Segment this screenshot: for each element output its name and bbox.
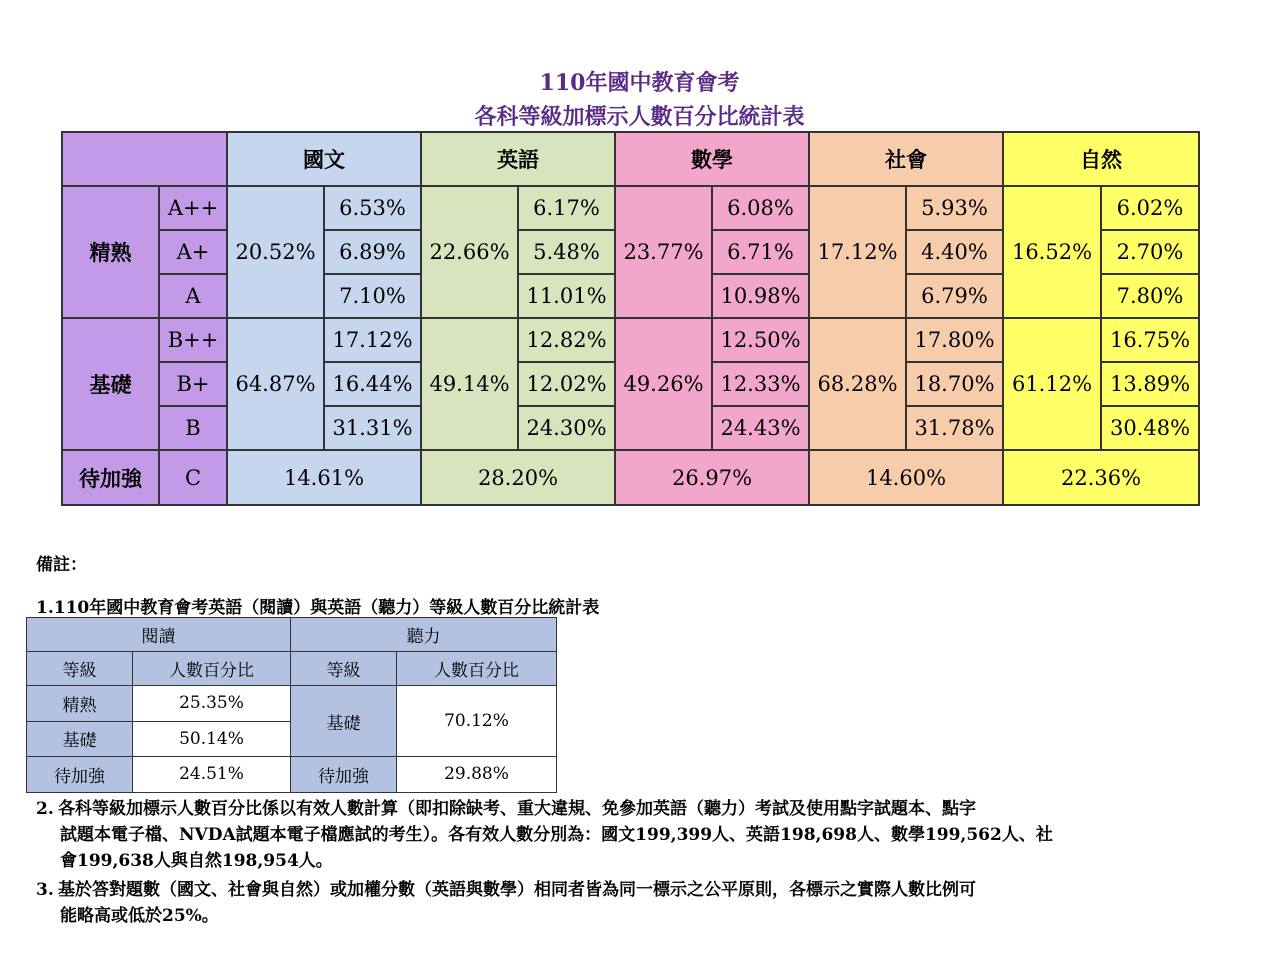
note-3-line-1: 基於答對題數（國文、社會與自然）或加權分數（英語與數學）相同者皆為同一標示之公平原則，各標示之實際人數比例可 xyxy=(58,880,976,900)
note-3 xyxy=(36,877,1236,929)
note-3-line-2: 能略高或低於25%。 xyxy=(60,906,219,926)
social-basic: 68.28% xyxy=(809,318,906,450)
reading-basic-label: 基礎 xyxy=(27,721,133,756)
math-proficient: 23.77% xyxy=(615,186,712,318)
note-2-line-1: 各科等級加標示人數百分比係以有效人數計算（即扣除缺考、重大違規、免參加英語（聽力）考試及使用點字試題本、點字 xyxy=(58,799,976,819)
science-ap: 2.70% xyxy=(1101,230,1199,274)
social-a: 6.79% xyxy=(906,274,1003,318)
corner-cell xyxy=(62,132,227,186)
chinese-bp: 16.44% xyxy=(324,362,421,406)
chinese-b: 31.31% xyxy=(324,406,421,450)
note-2-number: 2. xyxy=(36,799,54,819)
header-social: 社會 xyxy=(809,132,1003,186)
page-title: 110年國中教育會考 xyxy=(539,70,740,96)
social-ap: 4.40% xyxy=(906,230,1003,274)
social-bpp: 17.80% xyxy=(906,318,1003,362)
level-c: C xyxy=(159,450,227,505)
level-b: B xyxy=(159,406,227,450)
science-proficient: 16.52% xyxy=(1003,186,1101,318)
science-c: 22.36% xyxy=(1003,450,1199,505)
sub-col-percent: 人數百分比 xyxy=(397,652,557,686)
category-basic: 基礎 xyxy=(62,318,159,450)
sub-header-listening: 聽力 xyxy=(291,618,557,652)
math-basic: 49.26% xyxy=(615,318,712,450)
chinese-bpp: 17.12% xyxy=(324,318,421,362)
notes-label: 備註： xyxy=(36,555,87,575)
chinese-basic: 64.87% xyxy=(227,318,324,450)
listening-improve-value: 29.88% xyxy=(397,756,557,792)
english-basic: 49.14% xyxy=(421,318,518,450)
math-bpp: 12.50% xyxy=(712,318,809,362)
english-bp: 12.02% xyxy=(518,362,615,406)
header-math: 數學 xyxy=(615,132,809,186)
english-b: 24.30% xyxy=(518,406,615,450)
science-bpp: 16.75% xyxy=(1101,318,1199,362)
reading-basic-value: 50.14% xyxy=(133,721,291,756)
listening-improve-label: 待加強 xyxy=(291,756,397,792)
level-bpp: B++ xyxy=(159,318,227,362)
social-proficient: 17.12% xyxy=(809,186,906,318)
sub-header-reading: 閱讀 xyxy=(27,618,291,652)
social-b: 31.78% xyxy=(906,406,1003,450)
category-proficient: 精熟 xyxy=(62,186,159,318)
social-bp: 18.70% xyxy=(906,362,1003,406)
chinese-app: 6.53% xyxy=(324,186,421,230)
sub-col-grade: 等級 xyxy=(291,652,397,686)
reading-improve-label: 待加強 xyxy=(27,756,133,792)
level-app: A++ xyxy=(159,186,227,230)
note-2-line-3: 會199,638人與自然198,954人。 xyxy=(60,851,333,871)
level-ap: A+ xyxy=(159,230,227,274)
chinese-a: 7.10% xyxy=(324,274,421,318)
social-app: 5.93% xyxy=(906,186,1003,230)
header-english: 英語 xyxy=(421,132,615,186)
header-chinese: 國文 xyxy=(227,132,421,186)
page-subtitle: 各科等級加標示人數百分比統計表 xyxy=(474,104,805,130)
chinese-ap: 6.89% xyxy=(324,230,421,274)
category-improve: 待加強 xyxy=(62,450,159,505)
science-basic: 61.12% xyxy=(1003,318,1101,450)
listening-basic-value: 70.12% xyxy=(397,686,557,756)
table-row xyxy=(27,618,557,652)
header-row xyxy=(62,132,1199,186)
math-bp: 12.33% xyxy=(712,362,809,406)
math-a: 10.98% xyxy=(712,274,809,318)
note-3-number: 3. xyxy=(36,880,54,900)
science-a: 7.80% xyxy=(1101,274,1199,318)
english-bpp: 12.82% xyxy=(518,318,615,362)
math-ap: 6.71% xyxy=(712,230,809,274)
sub-col-grade: 等級 xyxy=(27,652,133,686)
english-a: 11.01% xyxy=(518,274,615,318)
listening-basic-label: 基礎 xyxy=(291,686,397,756)
note-2 xyxy=(36,796,1236,874)
social-c: 14.60% xyxy=(809,450,1003,505)
english-sub-table xyxy=(26,617,557,793)
table-row xyxy=(27,686,557,721)
math-c: 26.97% xyxy=(615,450,809,505)
table-row xyxy=(27,652,557,686)
table-row xyxy=(62,186,1199,230)
science-b: 30.48% xyxy=(1101,406,1199,450)
reading-proficient-label: 精熟 xyxy=(27,686,133,721)
reading-proficient-value: 25.35% xyxy=(133,686,291,721)
math-app: 6.08% xyxy=(712,186,809,230)
table-row xyxy=(62,450,1199,505)
math-b: 24.43% xyxy=(712,406,809,450)
chinese-c: 14.61% xyxy=(227,450,421,505)
science-app: 6.02% xyxy=(1101,186,1199,230)
science-bp: 13.89% xyxy=(1101,362,1199,406)
english-c: 28.20% xyxy=(421,450,615,505)
english-ap: 5.48% xyxy=(518,230,615,274)
table-row xyxy=(27,756,557,792)
note-2-line-2: 試題本電子檔、NVDA試題本電子檔應試的考生）。各有效人數分別為：國文199,399人、英語198,698人、數學199,562人、社 xyxy=(60,825,1053,845)
reading-improve-value: 24.51% xyxy=(133,756,291,792)
grade-stats-table xyxy=(61,131,1200,506)
level-a: A xyxy=(159,274,227,318)
english-proficient: 22.66% xyxy=(421,186,518,318)
header-science: 自然 xyxy=(1003,132,1199,186)
english-app: 6.17% xyxy=(518,186,615,230)
note-1: 1.110年國中教育會考英語（閱讀）與英語（聽力）等級人數百分比統計表 xyxy=(36,598,600,618)
sub-col-percent: 人數百分比 xyxy=(133,652,291,686)
chinese-proficient: 20.52% xyxy=(227,186,324,318)
level-bp: B+ xyxy=(159,362,227,406)
table-row xyxy=(62,318,1199,362)
